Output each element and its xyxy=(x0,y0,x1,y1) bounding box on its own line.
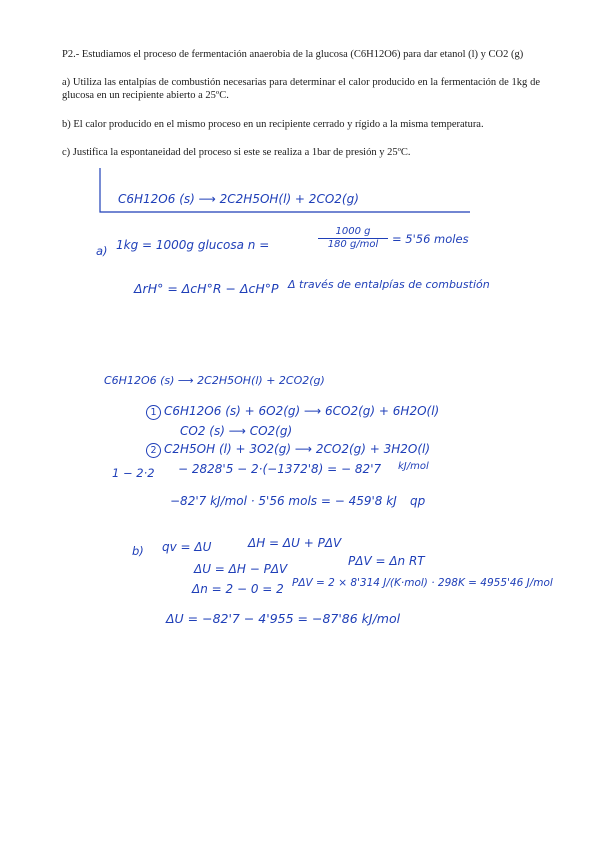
hw-reaction-bottom: C6H12O6 (s) ⟶ 2C2H5OH(l) + 2CO2(g) xyxy=(104,374,325,387)
hw-b-line3-right: PΔV = 2 × 8'314 J/(K·mol) · 298K = 4955'46 J/mol xyxy=(292,577,553,589)
problem-part-c: c) Justifica la espontaneidad del proceso si este se realiza a 1bar de presión y 25ºC. xyxy=(62,147,411,158)
hw-a-text: 1kg = 1000g glucosa n = xyxy=(116,238,270,252)
problem-part-b: b) El calor producido en el mismo proceso en un recipiente cerrado y rígido a la misma temperatura. xyxy=(62,119,484,130)
hw-b-label: b) xyxy=(132,544,144,558)
hw-b-line1-right: ΔH = ΔU + PΔV xyxy=(248,536,342,550)
hw-result-tag: qp xyxy=(410,494,426,508)
problem-header: P2.- Estudiamos el proceso de fermentación anaerobia de la glucosa (C6H12O6) para dar etanol (l) y CO2 (g) xyxy=(62,49,524,60)
hw-combo-unit: kJ/mol xyxy=(398,461,429,472)
hw-b-line2: ΔU = ΔH − PΔV xyxy=(194,562,288,576)
hw-step2 xyxy=(146,442,430,458)
hw-enthalpy-note: Δ través de entalpías de combustión xyxy=(288,278,490,291)
problem-part-a: a) Utiliza las entalpías de combustión necesarias para determinar el calor producido en la fermentación de 1kg de glucosa en un recipiente abierto a 25ºC. xyxy=(62,77,540,101)
hw-reaction-top: C6H12O6 (s) ⟶ 2C2H5OH(l) + 2CO2(g) xyxy=(118,192,359,206)
hw-combo: − 2828'5 − 2·(−1372'8) = − 82'7 xyxy=(178,462,382,476)
hw-a-result: = 5'56 moles xyxy=(392,232,469,246)
hw-result: −82'7 kJ/mol · 5'56 mols = − 459'8 kJ xyxy=(170,494,397,508)
hw-b-line2-right: PΔV = Δn RT xyxy=(348,554,425,568)
hw-step2-number: 2 xyxy=(146,443,161,458)
hw-fraction-denominator: 180 g/mol xyxy=(318,238,388,251)
hw-step1-number: 1 xyxy=(146,405,161,420)
hw-b-final: ΔU = −82'7 − 4'955 = −87'86 kJ/mol xyxy=(166,611,401,626)
hw-co2: CO2 (s) ⟶ CO2(g) xyxy=(180,424,293,438)
hw-step2-text: C2H5OH (l) + 3O2(g) ⟶ 2CO2(g) + 3H2O(l) xyxy=(164,442,431,456)
hw-b-line1: qv = ΔU xyxy=(162,540,212,554)
hw-a-label: a) xyxy=(96,244,108,258)
hw-combo-label: 1 − 2·2 xyxy=(112,466,155,480)
hw-step1-text: C6H12O6 (s) + 6O2(g) ⟶ 6CO2(g) + 6H2O(l) xyxy=(164,404,440,418)
hw-fraction-numerator: 1000 g xyxy=(335,226,371,237)
hw-fraction xyxy=(318,226,388,251)
hw-step1 xyxy=(146,404,439,420)
hw-enthalpy: ΔrH° = ΔcH°R − ΔcH°P xyxy=(134,281,279,296)
hw-b-line3: Δn = 2 − 0 = 2 xyxy=(192,582,284,596)
